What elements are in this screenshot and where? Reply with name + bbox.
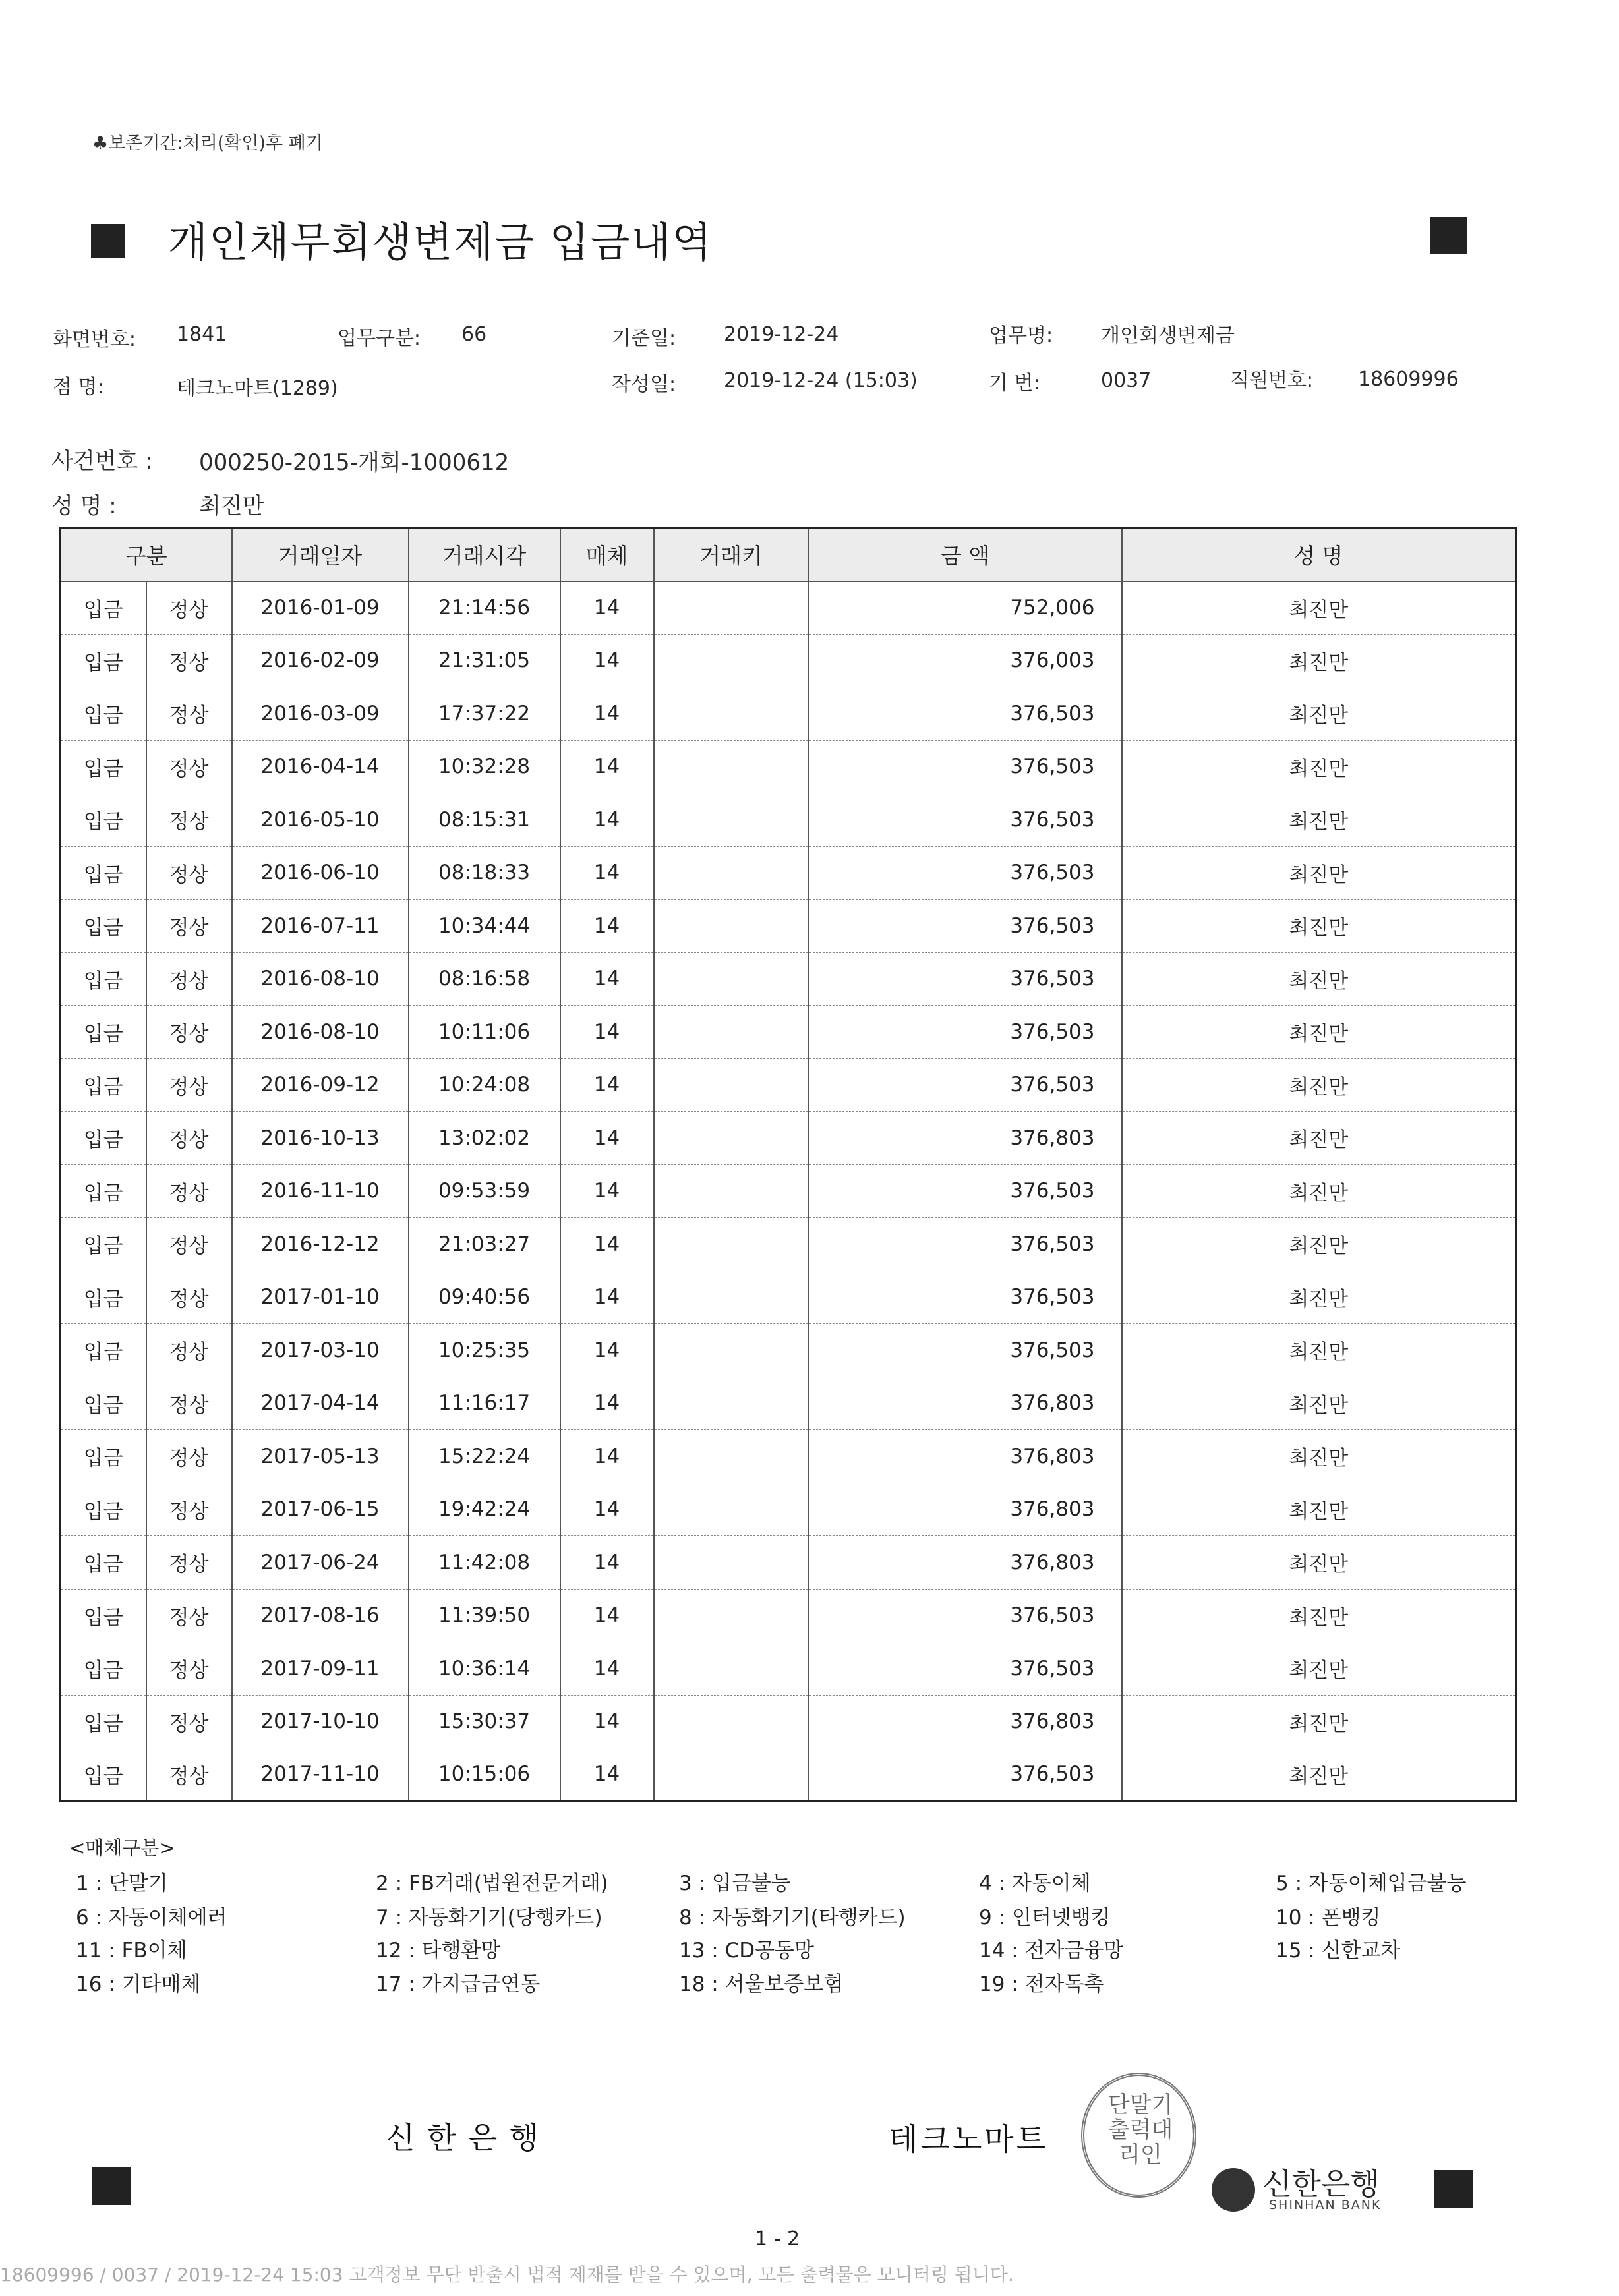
table-row: [61, 1218, 1516, 1271]
cell-time: 10:32:28: [409, 740, 560, 793]
cell-media: 14: [560, 1430, 654, 1483]
cell-status: 정상: [146, 1218, 232, 1271]
cell-amount: 376,803: [809, 1536, 1122, 1590]
cell-media: 14: [560, 1324, 654, 1377]
cell-amount: 376,503: [809, 1642, 1122, 1696]
cell-amount: 376,503: [809, 1748, 1122, 1802]
cell-status: 정상: [146, 1589, 232, 1642]
cell-date: 2016-05-10: [232, 793, 409, 847]
cell-amount: 376,503: [809, 900, 1122, 953]
cell-status: 정상: [146, 1536, 232, 1590]
cell-time: 08:15:31: [409, 793, 560, 847]
case-no: 000250-2015-개회-1000612: [199, 449, 510, 476]
cell-date: 2017-09-11: [232, 1642, 409, 1696]
cell-name: 최진만: [1122, 1642, 1516, 1696]
cell-status: 정상: [146, 793, 232, 847]
page-number: 1 - 2: [755, 2227, 800, 2251]
cell-date: 2017-06-24: [232, 1536, 409, 1590]
cell-time: 21:14:56: [409, 581, 560, 635]
table-row: [61, 634, 1516, 687]
cell-time: 19:42:24: [409, 1483, 560, 1536]
cell-type: 입금: [61, 1430, 146, 1483]
logo-korean: 신한은행: [1262, 2166, 1380, 2202]
cell-date: 2017-08-16: [232, 1589, 409, 1642]
logo-english: SHINHAN BANK: [1269, 2198, 1382, 2212]
legend-item: 4 : 자동이체: [979, 1872, 1091, 1895]
cell-type: 입금: [61, 900, 146, 953]
cell-amount: 376,503: [809, 740, 1122, 793]
cell-name: 최진만: [1122, 1112, 1516, 1165]
cell-time: 15:22:24: [409, 1430, 560, 1483]
cell-status: 정상: [146, 1324, 232, 1377]
cell-amount: 376,003: [809, 634, 1122, 687]
cell-time: 17:37:22: [409, 687, 560, 741]
cell-amount: 752,006: [809, 581, 1122, 635]
cell-amount: 376,503: [809, 1324, 1122, 1377]
cell-date: 2016-12-12: [232, 1218, 409, 1271]
page-title: 개인채무회생변제금 입금내역: [168, 218, 713, 266]
name-label: 성 명 :: [51, 493, 117, 519]
screen-no-label: 화면번호:: [53, 328, 136, 351]
legend-item: 7 : 자동화기기(당행카드): [376, 1906, 603, 1930]
cell-status: 정상: [146, 1006, 232, 1059]
table-row: [61, 1112, 1516, 1165]
bank-signature: 신한은행: [386, 2120, 550, 2156]
cell-date: 2016-01-09: [232, 581, 409, 635]
cell-status: 정상: [146, 1642, 232, 1696]
table-row: [61, 793, 1516, 847]
cell-key: [654, 1695, 809, 1748]
cell-date: 2017-10-10: [232, 1695, 409, 1748]
cell-status: 정상: [146, 1058, 232, 1112]
cell-time: 10:36:14: [409, 1642, 560, 1696]
cell-amount: 376,503: [809, 1058, 1122, 1112]
cell-time: 21:31:05: [409, 634, 560, 687]
col-header-date: 거래일자: [232, 529, 409, 581]
cell-amount: 376,503: [809, 793, 1122, 847]
cell-amount: 376,503: [809, 687, 1122, 741]
cell-amount: 376,503: [809, 1271, 1122, 1324]
table-row: [61, 900, 1516, 953]
corner-marker-right: [1434, 2170, 1473, 2208]
cell-media: 14: [560, 900, 654, 953]
cell-time: 09:53:59: [409, 1164, 560, 1218]
cell-media: 14: [560, 1695, 654, 1748]
legend-item: 14 : 전자금융망: [979, 1939, 1124, 1963]
legend-item: 13 : CD공동망: [679, 1939, 814, 1963]
cell-type: 입금: [61, 1112, 146, 1165]
cell-time: 09:40:56: [409, 1271, 560, 1324]
col-header-time: 거래시각: [409, 529, 560, 581]
cell-amount: 376,503: [809, 1006, 1122, 1059]
cell-date: 2017-04-14: [232, 1377, 409, 1430]
cell-type: 입금: [61, 1377, 146, 1430]
cell-amount: 376,503: [809, 1218, 1122, 1271]
cell-media: 14: [560, 1483, 654, 1536]
col-header-category: 구분: [61, 529, 232, 581]
table-row: [61, 1058, 1516, 1112]
cell-type: 입금: [61, 1324, 146, 1377]
cell-type: 입금: [61, 1271, 146, 1324]
cell-date: 2017-03-10: [232, 1324, 409, 1377]
title-marker-right: [1430, 217, 1467, 254]
cell-time: 15:30:37: [409, 1695, 560, 1748]
cell-media: 14: [560, 1377, 654, 1430]
table-row: [61, 1589, 1516, 1642]
cell-media: 14: [560, 846, 654, 900]
cell-status: 정상: [146, 1164, 232, 1218]
cell-key: [654, 581, 809, 635]
cell-time: 13:02:02: [409, 1112, 560, 1165]
cell-status: 정상: [146, 634, 232, 687]
table-row: [61, 1164, 1516, 1218]
cell-date: 2017-11-10: [232, 1748, 409, 1802]
cell-key: [654, 952, 809, 1006]
legend-item: 9 : 인터넷뱅킹: [979, 1906, 1111, 1930]
legend-title: <매체구분>: [69, 1837, 175, 1859]
cell-time: 21:03:27: [409, 1218, 560, 1271]
cell-key: [654, 793, 809, 847]
cell-name: 최진만: [1122, 1218, 1516, 1271]
cell-date: 2016-06-10: [232, 846, 409, 900]
cell-time: 11:42:08: [409, 1536, 560, 1590]
cell-key: [654, 1324, 809, 1377]
legend-item: 1 : 단말기: [76, 1872, 168, 1895]
legend-item: 18 : 서울보증보험: [679, 1972, 844, 1996]
cell-media: 14: [560, 1058, 654, 1112]
cell-time: 11:16:17: [409, 1377, 560, 1430]
machine-label: 기 번:: [989, 372, 1040, 395]
cell-date: 2016-10-13: [232, 1112, 409, 1165]
cell-name: 최진만: [1122, 581, 1516, 635]
case-no-label: 사건번호 :: [51, 448, 153, 474]
cell-type: 입금: [61, 634, 146, 687]
cell-type: 입금: [61, 1589, 146, 1642]
footer-notice: 18609996 / 0037 / 2019-12-24 15:03 고객정보 무단 반출시 법적 제재를 받을 수 있으며, 모든 출력물은 모니터링 됩니다.: [0, 2264, 1014, 2285]
created: 2019-12-24 (15:03): [724, 369, 918, 392]
cell-name: 최진만: [1122, 1430, 1516, 1483]
legend-item: 12 : 타행환망: [376, 1939, 501, 1963]
business-name: 개인회생변제금: [1101, 324, 1235, 347]
table-header-row: [61, 529, 1516, 581]
table-body: [61, 581, 1516, 1802]
title-marker-left: [91, 224, 125, 258]
cell-type: 입금: [61, 1218, 146, 1271]
cell-media: 14: [560, 740, 654, 793]
cell-status: 정상: [146, 1748, 232, 1802]
cell-media: 14: [560, 1748, 654, 1802]
cell-media: 14: [560, 1642, 654, 1696]
cell-date: 2016-11-10: [232, 1164, 409, 1218]
table-row: [61, 952, 1516, 1006]
cell-type: 입금: [61, 1536, 146, 1590]
cell-name: 최진만: [1122, 1695, 1516, 1748]
table-row: [61, 1271, 1516, 1324]
cell-status: 정상: [146, 740, 232, 793]
business-type-label: 업무구분:: [338, 327, 421, 350]
cell-date: 2017-06-15: [232, 1483, 409, 1536]
cell-amount: 376,503: [809, 1164, 1122, 1218]
cell-status: 정상: [146, 900, 232, 953]
cell-status: 정상: [146, 1430, 232, 1483]
branch-signature: 테크노마트: [889, 2121, 1049, 2157]
legend-item: 3 : 입금불능: [679, 1872, 791, 1895]
cell-name: 최진만: [1122, 846, 1516, 900]
legend-item: 11 : FB이체: [76, 1939, 187, 1963]
cell-type: 입금: [61, 740, 146, 793]
deposit-ledger-table: [59, 527, 1517, 1802]
cell-name: 최진만: [1122, 1324, 1516, 1377]
cell-type: 입금: [61, 1006, 146, 1059]
table-row: [61, 687, 1516, 741]
cell-type: 입금: [61, 793, 146, 847]
branch-label: 점 명:: [53, 376, 104, 399]
cell-date: 2016-08-10: [232, 952, 409, 1006]
cell-status: 정상: [146, 687, 232, 741]
business-type: 66: [461, 323, 487, 346]
cell-key: [654, 1483, 809, 1536]
cell-key: [654, 687, 809, 741]
cell-name: 최진만: [1122, 1271, 1516, 1324]
cell-name: 최진만: [1122, 952, 1516, 1006]
retention-note: ♣보존기간:처리(확인)후 폐기: [92, 133, 323, 154]
cell-date: 2016-02-09: [232, 634, 409, 687]
cell-name: 최진만: [1122, 1377, 1516, 1430]
cell-amount: 376,503: [809, 1589, 1122, 1642]
cell-type: 입금: [61, 1164, 146, 1218]
cell-name: 최진만: [1122, 740, 1516, 793]
cell-status: 정상: [146, 846, 232, 900]
cell-key: [654, 1536, 809, 1590]
stamp-text: 단말기출력대리인: [1107, 2092, 1173, 2168]
machine: 0037: [1101, 369, 1152, 392]
legend-item: 6 : 자동이체에러: [76, 1906, 227, 1930]
cell-date: 2016-03-09: [232, 687, 409, 741]
cell-date: 2016-04-14: [232, 740, 409, 793]
cell-key: [654, 900, 809, 953]
cell-key: [654, 1271, 809, 1324]
legend-item: 8 : 자동화기기(타행카드): [679, 1906, 906, 1930]
cell-type: 입금: [61, 1695, 146, 1748]
business-name-label: 업무명:: [989, 324, 1053, 347]
cell-key: [654, 846, 809, 900]
branch: 테크노마트(1289): [177, 377, 338, 400]
cell-time: 10:25:35: [409, 1324, 560, 1377]
cell-type: 입금: [61, 1642, 146, 1696]
cell-type: 입금: [61, 1748, 146, 1802]
cell-amount: 376,803: [809, 1695, 1122, 1748]
employee-label: 직원번호:: [1230, 369, 1314, 392]
table-row: [61, 846, 1516, 900]
col-header-media: 매체: [560, 529, 654, 581]
table-row: [61, 581, 1516, 635]
table-row: [61, 1483, 1516, 1536]
cell-name: 최진만: [1122, 1006, 1516, 1059]
cell-amount: 376,503: [809, 952, 1122, 1006]
cell-status: 정상: [146, 1695, 232, 1748]
cell-status: 정상: [146, 1112, 232, 1165]
legend-item: 16 : 기타매체: [76, 1972, 201, 1996]
col-header-key: 거래키: [654, 529, 809, 581]
cell-type: 입금: [61, 1483, 146, 1536]
cell-amount: 376,503: [809, 846, 1122, 900]
cell-amount: 376,803: [809, 1112, 1122, 1165]
cell-date: 2016-07-11: [232, 900, 409, 953]
cell-date: 2016-08-10: [232, 1006, 409, 1059]
employee: 18609996: [1358, 368, 1459, 391]
name: 최진만: [199, 493, 264, 519]
table-row: [61, 1377, 1516, 1430]
legend-item: 15 : 신한교차: [1276, 1939, 1401, 1963]
cell-name: 최진만: [1122, 1536, 1516, 1590]
cell-media: 14: [560, 1536, 654, 1590]
cell-key: [654, 1112, 809, 1165]
cell-type: 입금: [61, 952, 146, 1006]
cell-media: 14: [560, 1589, 654, 1642]
cell-name: 최진만: [1122, 1483, 1516, 1536]
table-row: [61, 1430, 1516, 1483]
cell-key: [654, 1430, 809, 1483]
table-row: [61, 1695, 1516, 1748]
cell-name: 최진만: [1122, 1058, 1516, 1112]
cell-media: 14: [560, 1164, 654, 1218]
cell-date: 2017-05-13: [232, 1430, 409, 1483]
cell-name: 최진만: [1122, 1748, 1516, 1802]
shinhan-logo-icon: [1212, 2168, 1255, 2212]
cell-time: 08:18:33: [409, 846, 560, 900]
cell-time: 10:11:06: [409, 1006, 560, 1059]
legend-item: 19 : 전자독촉: [979, 1972, 1104, 1996]
cell-amount: 376,803: [809, 1377, 1122, 1430]
cell-status: 정상: [146, 1271, 232, 1324]
cell-name: 최진만: [1122, 1164, 1516, 1218]
cell-name: 최진만: [1122, 1589, 1516, 1642]
cell-status: 정상: [146, 581, 232, 635]
base-date-label: 기준일:: [612, 327, 676, 350]
cell-amount: 376,803: [809, 1483, 1122, 1536]
cell-media: 14: [560, 1271, 654, 1324]
cell-type: 입금: [61, 581, 146, 635]
cell-media: 14: [560, 581, 654, 635]
legend-item: 5 : 자동이체입금불능: [1276, 1872, 1467, 1895]
cell-key: [654, 1589, 809, 1642]
cell-media: 14: [560, 1218, 654, 1271]
cell-key: [654, 1218, 809, 1271]
cell-name: 최진만: [1122, 900, 1516, 953]
corner-marker-left: [92, 2167, 131, 2205]
cell-status: 정상: [146, 952, 232, 1006]
created-label: 작성일:: [612, 373, 676, 396]
cell-time: 10:34:44: [409, 900, 560, 953]
cell-name: 최진만: [1122, 687, 1516, 741]
cell-name: 최진만: [1122, 793, 1516, 847]
cell-key: [654, 1006, 809, 1059]
cell-time: 10:15:06: [409, 1748, 560, 1802]
cell-key: [654, 1058, 809, 1112]
col-header-amount: 금 액: [809, 529, 1122, 581]
cell-media: 14: [560, 687, 654, 741]
cell-media: 14: [560, 793, 654, 847]
cell-date: 2017-01-10: [232, 1271, 409, 1324]
cell-type: 입금: [61, 687, 146, 741]
cell-status: 정상: [146, 1377, 232, 1430]
cell-key: [654, 634, 809, 687]
table-row: [61, 1748, 1516, 1802]
cell-media: 14: [560, 634, 654, 687]
table-row: [61, 1006, 1516, 1059]
legend-item: 17 : 가지급금연동: [376, 1972, 541, 1996]
legend-item: 10 : 폰뱅킹: [1276, 1906, 1381, 1930]
cell-media: 14: [560, 952, 654, 1006]
legend-item: 2 : FB거래(법원전문거래): [376, 1872, 608, 1895]
cell-key: [654, 740, 809, 793]
cell-date: 2016-09-12: [232, 1058, 409, 1112]
base-date: 2019-12-24: [724, 323, 839, 346]
table-row: [61, 1642, 1516, 1696]
cell-key: [654, 1164, 809, 1218]
cell-time: 10:24:08: [409, 1058, 560, 1112]
cell-time: 08:16:58: [409, 952, 560, 1006]
cell-amount: 376,803: [809, 1430, 1122, 1483]
table-row: [61, 1324, 1516, 1377]
col-header-name: 성 명: [1122, 529, 1516, 581]
cell-type: 입금: [61, 1058, 146, 1112]
cell-status: 정상: [146, 1483, 232, 1536]
screen-no: 1841: [177, 323, 227, 346]
cell-name: 최진만: [1122, 634, 1516, 687]
table-row: [61, 1536, 1516, 1590]
cell-key: [654, 1642, 809, 1696]
cell-time: 11:39:50: [409, 1589, 560, 1642]
cell-media: 14: [560, 1112, 654, 1165]
cell-key: [654, 1377, 809, 1430]
cell-key: [654, 1748, 809, 1802]
table-row: [61, 740, 1516, 793]
cell-media: 14: [560, 1006, 654, 1059]
cell-type: 입금: [61, 846, 146, 900]
